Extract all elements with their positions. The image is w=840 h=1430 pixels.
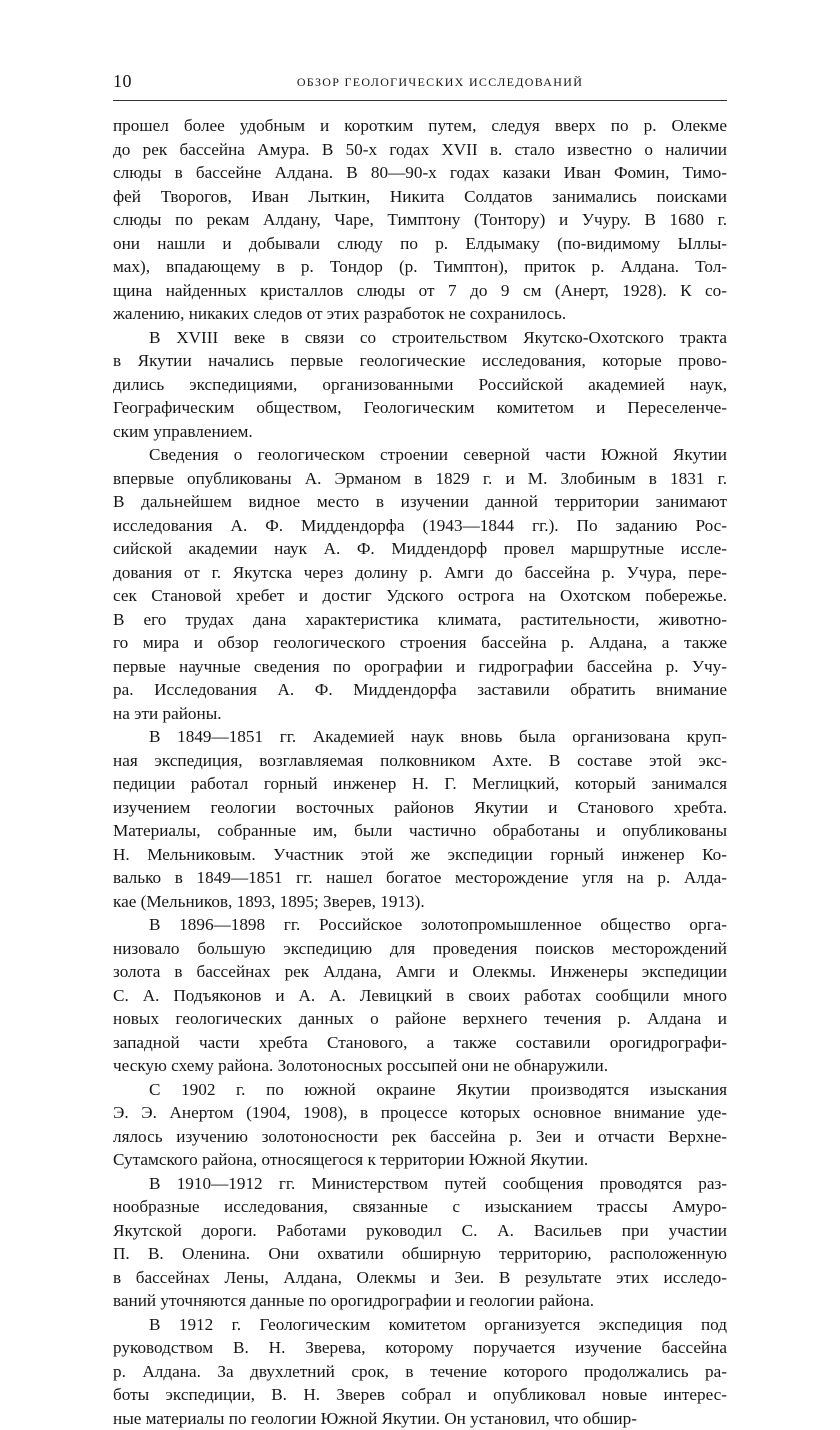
header-rule: [113, 100, 727, 101]
text-line: ная экспедиция, возглавляемая полковником Ахте. В составе этой экс-: [113, 749, 727, 773]
text-line: Н. Мельниковым. Участник этой же экспедиции горный инженер Ко-: [113, 843, 727, 867]
paragraph: [113, 443, 727, 725]
text-line: Географическим обществом, Геологическим комитетом и Переселенче-: [113, 396, 727, 420]
text-line: прошел более удобным и коротким путем, следуя вверх по р. Олекме: [113, 114, 727, 138]
text-line: на эти районы.: [113, 702, 727, 726]
page-number: 10: [113, 70, 132, 92]
text-line: В XVIII веке в связи со строительством Якутско-Охотского тракта: [113, 326, 727, 350]
text-line: слюды в бассейне Алдана. В 80—90-х годах казаки Иван Фомин, Тимо-: [113, 161, 727, 185]
text-line: ческую схему района. Золотоносных россыпей они не обнаружили.: [113, 1054, 727, 1078]
text-line: кае (Мельников, 1893, 1895; Зверев, 1913).: [113, 890, 727, 914]
text-line: новых геологических данных о районе верхнего течения р. Алдана и: [113, 1007, 727, 1031]
text-line: жалению, никаких следов от этих разработок не сохранилось.: [113, 302, 727, 326]
text-line: В 1849—1851 гг. Академией наук вновь была организована круп-: [113, 725, 727, 749]
text-line: мах), впадающему в р. Тондор (р. Тимптон), приток р. Алдана. Тол-: [113, 255, 727, 279]
text-line: педиции работал горный инженер Н. Г. Меглицкий, который занимался: [113, 772, 727, 796]
text-line: нообразные исследования, связанные с изысканием трассы Амуро-: [113, 1195, 727, 1219]
text-line: В 1896—1898 гг. Российское золотопромышленное общество орга-: [113, 913, 727, 937]
text-line: до рек бассейна Амура. В 50-х годах XVII в. стало известно о наличии: [113, 138, 727, 162]
text-line: П. В. Оленина. Они охватили обширную территорию, расположенную: [113, 1242, 727, 1266]
text-line: В 1910—1912 гг. Министерством путей сообщения проводятся раз-: [113, 1172, 727, 1196]
text-line: ским управлением.: [113, 420, 727, 444]
text-line: С 1902 г. по южной окраине Якутии производятся изыскания: [113, 1078, 727, 1102]
text-line: Якутской дороги. Работами руководил С. А. Васильев при участии: [113, 1219, 727, 1243]
text-line: руководством В. Н. Зверева, которому поручается изучение бассейна: [113, 1336, 727, 1360]
text-line: золота в бассейнах рек Алдана, Амги и Олекмы. Инженеры экспедиции: [113, 960, 727, 984]
text-line: С. А. Подъяконов и А. А. Левицкий в своих работах сообщили много: [113, 984, 727, 1008]
text-line: в бассейнах Лены, Алдана, Олекмы и Зеи. В результате этих исследо-: [113, 1266, 727, 1290]
text-line: фей Творогов, Иван Лыткин, Никита Солдатов занимались поисками: [113, 185, 727, 209]
text-line: сек Становой хребет и достиг Удского острога на Охотском побережье.: [113, 584, 727, 608]
paragraph: [113, 326, 727, 444]
text-line: Сутамского района, относящегося к территории Южной Якутии.: [113, 1148, 727, 1172]
text-line: р. Алдана. За двухлетний срок, в течение которого продолжались ра-: [113, 1360, 727, 1384]
text-line: впервые опубликованы А. Эрманом в 1829 г. и М. Злобиным в 1831 г.: [113, 467, 727, 491]
text-line: В 1912 г. Геологическим комитетом организуется экспедиция под: [113, 1313, 727, 1337]
text-line: они нашли и добывали слюду по р. Елдымаку (по-видимому Ыллы-: [113, 232, 727, 256]
text-line: Материалы, собранные им, были частично обработаны и опубликованы: [113, 819, 727, 843]
text-line: изучением геологии восточных районов Якутии и Станового хребта.: [113, 796, 727, 820]
text-line: низовало большую экспедицию для проведения поисков месторождений: [113, 937, 727, 961]
text-line: боты экспедиции, В. Н. Зверев собрал и опубликовал новые интерес-: [113, 1383, 727, 1407]
text-line: дились экспедициями, организованными Российской академией наук,: [113, 373, 727, 397]
text-line: дования от г. Якутска через долину р. Амги до бассейна р. Учура, пере-: [113, 561, 727, 585]
running-title: ОБЗОР ГЕОЛОГИЧЕСКИХ ИССЛЕДОВАНИЙ: [113, 72, 727, 92]
text-line: ра. Исследования А. Ф. Миддендорфа заставили обратить внимание: [113, 678, 727, 702]
paragraph: [113, 725, 727, 913]
text-line: сийской академии наук А. Ф. Миддендорф провел маршрутные иссле-: [113, 537, 727, 561]
page-header: [113, 70, 727, 94]
paragraph: [113, 913, 727, 1078]
text-line: В его трудах дана характеристика климата, растительности, животно-: [113, 608, 727, 632]
text-line: Э. Э. Анертом (1904, 1908), в процессе которых основное внимание уде-: [113, 1101, 727, 1125]
body-text: [113, 114, 727, 1430]
text-line: исследования А. Ф. Миддендорфа (1943—1844 гг.). По заданию Рос-: [113, 514, 727, 538]
text-line: щина найденных кристаллов слюды от 7 до 9 см (Анерт, 1928). К со-: [113, 279, 727, 303]
paragraph: [113, 1313, 727, 1430]
text-line: первые научные сведения по орографии и гидрографии бассейна р. Учу-: [113, 655, 727, 679]
text-line: западной части хребта Станового, а также составили орогидрографи-: [113, 1031, 727, 1055]
text-line: лялось изучению золотоносности рек бассейна р. Зеи и отчасти Верхне-: [113, 1125, 727, 1149]
text-line: слюды по рекам Алдану, Чаре, Тимптону (Тонтору) и Учуру. В 1680 г.: [113, 208, 727, 232]
paragraph: [113, 1078, 727, 1172]
text-line: В дальнейшем видное место в изучении данной территории занимают: [113, 490, 727, 514]
paragraph: [113, 1172, 727, 1313]
text-line: ные материалы по геологии Южной Якутии. Он установил, что обшир-: [113, 1407, 727, 1430]
text-line: валько в 1849—1851 гг. нашел богатое месторождение угля на р. Алда-: [113, 866, 727, 890]
text-line: ваний уточняются данные по орогидрографии и геологии района.: [113, 1289, 727, 1313]
paragraph: [113, 114, 727, 326]
text-line: го мира и обзор геологического строения бассейна р. Алдана, а также: [113, 631, 727, 655]
text-line: Сведения о геологическом строении северной части Южной Якутии: [113, 443, 727, 467]
text-line: в Якутии начались первые геологические исследования, которые прово-: [113, 349, 727, 373]
